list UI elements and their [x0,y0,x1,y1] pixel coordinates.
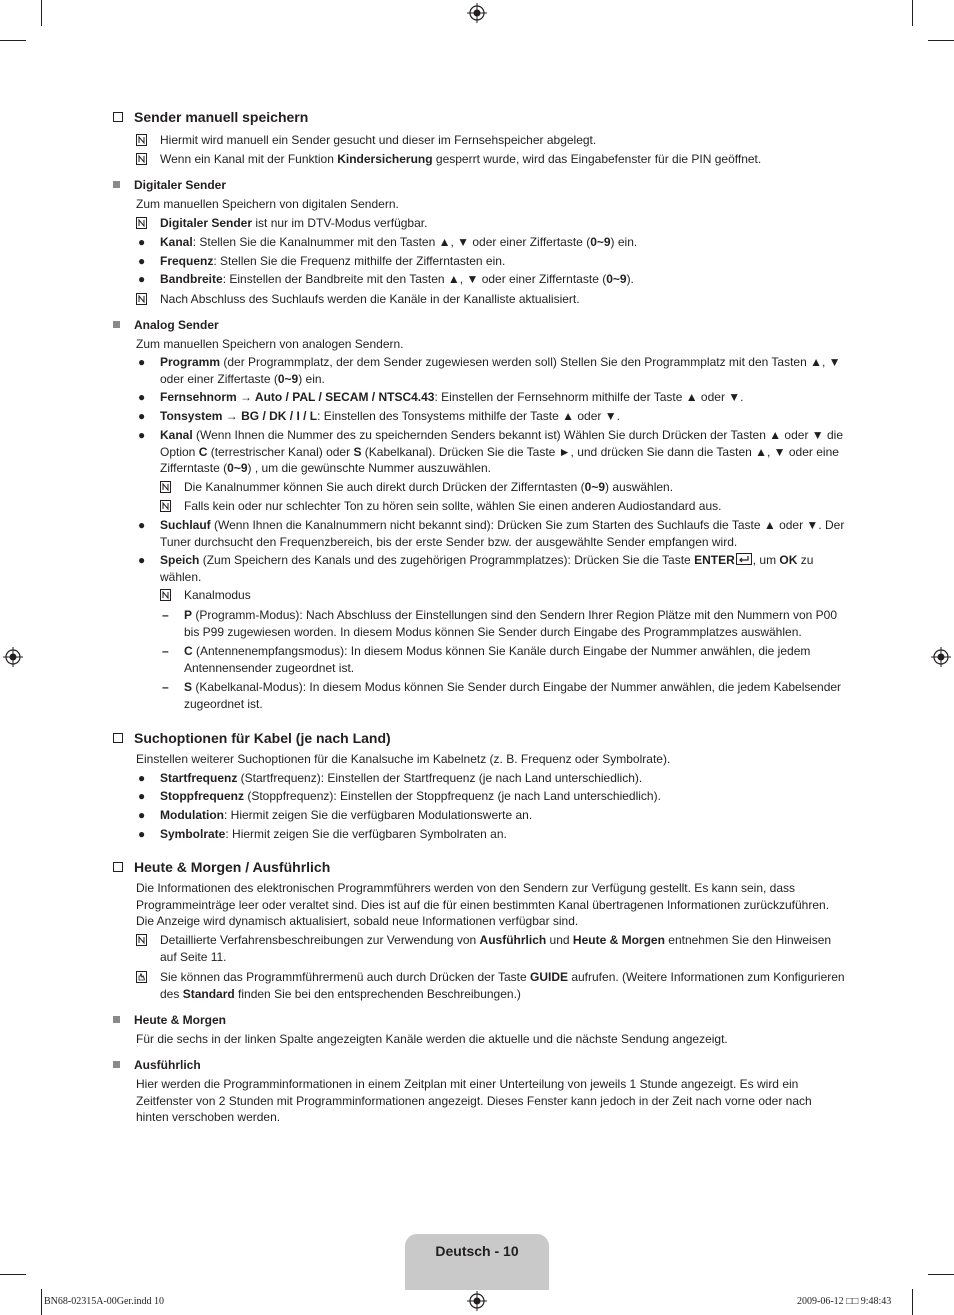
crop-mark [41,1289,42,1315]
bullet-icon: ● [138,254,146,268]
list-item: ● Bandbreite: Einstellen der Bandbreite mit den Tasten ▲, ▼ oder einer Zifferntaste (0~9). [138,272,634,286]
list-item: ● Tonsystem → BG / DK / I / L: Einstellen des Tonsystems mithilfe der Taste ▲ oder ▼. [138,409,620,423]
crop-mark [41,0,42,26]
dash-icon: – [162,680,169,694]
bullet-icon: ● [138,518,146,532]
list-item: ● Startfrequenz (Startfrequenz): Einstellen der Startfrequenz (je nach Land unterschiedlich). [138,771,643,785]
bullet-icon: ● [138,827,146,841]
crop-mark [928,40,954,41]
bullet-icon: ● [138,235,146,249]
paragraph: Zum manuellen Speichern von digitalen Sendern. [136,197,399,211]
subsection-title-analog: Analog Sender [113,318,219,333]
note: Nach Abschluss des Suchlaufs werden die Kanäle in der Kanalliste aktualisiert. [136,291,846,308]
bullet-icon: ● [138,272,146,286]
bullet-icon: ● [138,808,146,822]
square-bullet-icon [113,321,120,328]
bullet-icon: ● [138,789,146,803]
note-icon [160,589,171,601]
note-icon [160,481,171,493]
dash-item: – S (Kabelkanal-Modus): In diesem Modus können Sie Sender durch Eingabe der Nummer anwählen, die jedem Kabelsender zugeordnet ist. [162,680,842,711]
registration-mark-icon [467,3,487,23]
checkbox-square-icon [113,112,123,122]
list-item: ● Kanal (Wenn Ihnen die Nummer des zu speichernden Senders bekannt ist) Wählen Sie durch Drücken der Tasten ▲ oder ▼ die Option C (terrestrischer Kanal) oder S (Kabelkanal). Drücken Sie die Taste ►, und drücken Sie dann die Tasten ▲, ▼ oder eine Zifferntaste (0~9) , um die gewünschte Nummer auszuwählen. [138,428,844,475]
bullet-icon: ● [138,409,146,423]
bullet-icon: ● [138,390,146,404]
paragraph: Hier werden die Programminformationen in einem Zeitplan mit einer Unterteilung von jeweils 1 Stunde angezeigt. Es wird ein Zeitfenster von 2 Stunden mit Programminformationen angezeigt. Dieses Fenster kann jedoch in der Zeit nach vorne oder nach hinten verschoben werden. [136,1077,812,1124]
paragraph: Für die sechs in der linken Spalte angezeigten Kanäle werden die aktuelle und die nächste Sendung angezeigt. [136,1032,728,1046]
tip-hand-icon [136,971,147,983]
dash-item: – C (Antennenempfangsmodus): In diesem Modus können Sie Kanäle durch Eingabe der Nummer anwählen, die jedem Antennensender zugeordnet ist. [162,644,811,675]
note-icon [136,153,147,165]
note: Sie können das Programmführermenü auch durch Drücken der Taste GUIDE aufrufen. (Weitere Informationen zum Konfigurieren des Standard finden Sie bei den entsprechenden Beschreibungen.) [136,969,846,1002]
list-item: ● Frequenz: Stellen Sie die Frequenz mithilfe der Zifferntasten ein. [138,254,506,268]
square-bullet-icon [113,181,120,188]
bullet-icon: ● [138,355,146,369]
checkbox-square-icon [113,733,123,743]
crop-mark [912,0,913,26]
note-icon [160,500,171,512]
note: Detaillierte Verfahrensbeschreibungen zur Verwendung von Ausführlich und Heute & Morgen entnehmen Sie den Hinweisen auf Seite 11. [136,932,846,965]
note: Kanalmodus [160,587,846,604]
list-item: ● Stoppfrequenz (Stoppfrequenz): Einstellen der Stoppfrequenz (je nach Land unterschiedlich). [138,789,661,803]
bullet-icon: ● [138,428,146,442]
note-icon [136,217,147,229]
dash-icon: – [162,608,169,622]
paragraph: Einstellen weiterer Suchoptionen für die Kanalsuche im Kabelnetz (z. B. Frequenz oder Symbolrate). [136,752,671,766]
note: Hiermit wird manuell ein Sender gesucht und dieser im Fernsehspeicher abgelegt. [136,132,846,149]
section-title-epg: Heute & Morgen / Ausführlich [113,859,330,876]
bullet-icon: ● [138,553,146,567]
list-item: ● Programm (der Programmplatz, der dem Sender zugewiesen werden soll) Stellen Sie den Programmplatz mit den Tasten ▲, ▼ oder einer Ziffertaste (0~9) ein. [138,355,841,386]
note-icon [136,934,147,946]
page-number-tab [405,1234,549,1290]
subsection-title-detail: Ausführlich [113,1058,201,1073]
crop-mark [0,40,26,41]
note: Wenn ein Kanal mit der Funktion Kindersicherung gesperrt wurde, wird das Eingabefenster für die PIN geöffnet. [136,151,846,168]
note-icon [136,134,147,146]
list-item: ● Fernsehnorm → Auto / PAL / SECAM / NTSC4.43: Einstellen der Fernsehnorm mithilfe der Taste ▲ oder ▼. [138,390,744,404]
crop-mark [0,1274,26,1275]
note-icon [136,293,147,305]
crop-mark [928,1274,954,1275]
registration-mark-icon [467,1291,487,1311]
enter-key-icon [736,553,752,565]
list-item: ● Speich (Zum Speichern des Kanals und des zugehörigen Programmplatzes): Drücken Sie die Taste ENTER , um OK zu wählen. [138,553,814,584]
dash-icon: – [162,644,169,658]
square-bullet-icon [113,1016,120,1023]
subsection-title-digital: Digitaler Sender [113,178,226,193]
list-item: ● Suchlauf (Wenn Ihnen die Kanalnummern nicht bekannt sind): Drücken Sie zum Starten des Suchlaufs die Taste ▲ oder ▼. Der Tuner durchsucht den Frequenzbereich, bis der erste Sender bzw. der ausgewählte Sender empfangen wird. [138,518,845,549]
page-number: Deutsch - 10 [435,1243,519,1259]
registration-mark-icon [3,647,23,667]
section-title-manual-store: Sender manuell speichern [113,109,308,126]
note: Digitaler Sender ist nur im DTV-Modus verfügbar. [136,215,846,232]
print-slug-left: BN68-02315A-00Ger.indd 10 [44,1296,164,1307]
dash-item: – P (Programm-Modus): Nach Abschluss der Einstellungen sind den Sendern Ihrer Region Plätze mit den Nummern von P00 bis P99 zugewiesen worden. In diesem Modus können Sie Sender durch Eingabe des Programmplatzes auswählen. [162,608,837,639]
crop-mark [912,1289,913,1315]
paragraph: Zum manuellen Speichern von analogen Sendern. [136,337,404,351]
note: Falls kein oder nur schlechter Ton zu hören sein sollte, wählen Sie einen anderen Audiostandard aus. [160,498,846,515]
bullet-icon: ● [138,771,146,785]
paragraph: Die Informationen des elektronischen Programmführers werden von den Sendern zur Verfügung gestellt. Es kann sein, dass Programmeinträge leer oder veraltet sind. Dies ist auf die für einen bestimmten Kanal übertragenen Informationen zurückzuführen. Die Anzeige wird dynamisch aktualisiert, sobald neue Informationen verfügbar sind. [136,881,830,928]
list-item: ● Kanal: Stellen Sie die Kanalnummer mit den Tasten ▲, ▼ oder einer Ziffertaste (0~9) ein. [138,235,638,249]
square-bullet-icon [113,1061,120,1068]
subsection-title-today: Heute & Morgen [113,1013,226,1028]
note: Die Kanalnummer können Sie auch direkt durch Drücken der Zifferntasten (0~9) auswählen. [160,479,846,496]
checkbox-square-icon [113,862,123,872]
print-slug-right: 2009-06-12 □□ 9:48:43 [797,1296,892,1307]
list-item: ● Symbolrate: Hiermit zeigen Sie die verfügbaren Symbolraten an. [138,827,507,841]
section-title-cable: Suchoptionen für Kabel (je nach Land) [113,730,391,747]
list-item: ● Modulation: Hiermit zeigen Sie die verfügbaren Modulationswerte an. [138,808,533,822]
registration-mark-icon [931,647,951,667]
